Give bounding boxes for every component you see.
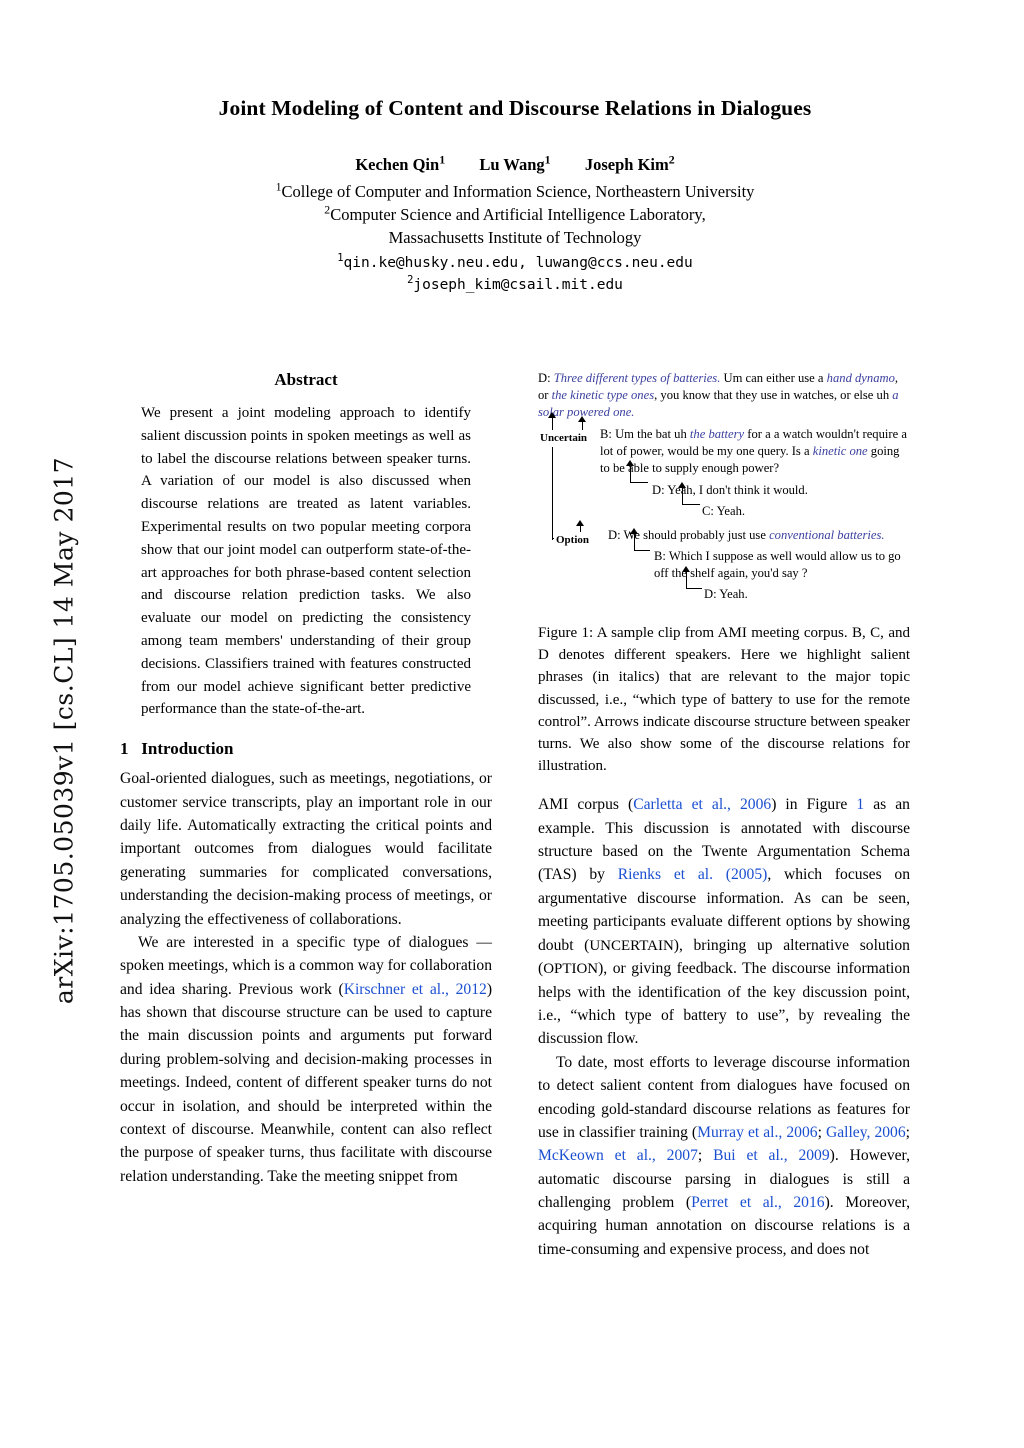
citation-link[interactable]: Galley, 2006 — [825, 1123, 906, 1141]
discourse-arrowhead-up-5 — [576, 520, 584, 526]
figure-turn-6: B: Which I suppose as well would allow us to go off the shelf again, you'd say ? — [654, 549, 901, 580]
figure-reference[interactable]: 1 — [856, 796, 865, 814]
citation-link[interactable]: Kirschner et al., 2012 — [343, 980, 487, 998]
affiliation-3: Massachusetts Institute of Technology — [388, 227, 642, 247]
citation-link[interactable]: Rienks et al. (2005) — [617, 866, 768, 884]
discourse-riser-2 — [630, 466, 631, 482]
paper-header — [120, 96, 910, 297]
figure-1-caption — [538, 622, 910, 777]
abstract-text: We present a joint modeling approach to identify salient discussion points in spoken meetings as well as to label the discourse relations between speaker turns. A variation of our model is also discussed when discourse relations are treated as latent variables. Experimental results on two popular meeting corpora show that our joint model can outperform state-of-the-art approaches for both phrase-based content selection and discourse relation prediction tasks. We also evaluate our model on predicting the consistency among team members' understanding of their group decisions. Classifiers trained with features constructed from our model achieve significant better predictive performance than the state-of-the-art. — [141, 405, 471, 718]
affiliation-1: $^1$College of Computer and Information Science, Northeastern University — [275, 179, 755, 201]
figure-turn-1: D: Three different types of batteries. Um can either use a hand dynamo, or the kinetic type ones, you know that they use in watches, or else uh a solar powered one. — [538, 371, 899, 419]
email-line-1: $^1$qin.ke@husky.neu.edu, luwang@ccs.neu.edu — [337, 252, 693, 272]
citation-link[interactable]: Bui et al., 2009 — [713, 1147, 830, 1165]
author-emails — [120, 253, 910, 297]
figure-turn-3: D: Yeah, I don't think it would. — [652, 483, 808, 497]
discourse-arrowhead-up-2 — [578, 416, 586, 422]
figure-turn-5: D: We should probably just use conventional batteries. — [608, 528, 885, 542]
affiliations — [120, 181, 910, 249]
left-column — [120, 370, 492, 1188]
figure-speaker-2: B: — [600, 427, 612, 441]
figure-turn-4: C: Yeah. — [702, 504, 746, 518]
figure-turn-7: D: Yeah. — [704, 587, 748, 601]
intro-paragraph-1: Goal-oriented dialogues, such as meetings, negotiations, or customer service transcripts, play an important role in our daily life. Automatically extracting the critical points and important outcomes from dialogues would facilitate generating summaries for complicated conversations, understanding the decision-making process of meetings, or analyzing the effectiveness of collaborations. — [120, 770, 492, 928]
figure-speaker-5: D: — [608, 528, 621, 542]
discourse-riser-5 — [634, 534, 635, 550]
discourse-riser-3 — [682, 488, 683, 504]
email-line-2: $^2$joseph_kim@csail.mit.edu — [407, 274, 623, 294]
discourse-riser-6 — [686, 572, 687, 588]
citation-link[interactable]: Perret et al., 2016 — [691, 1194, 825, 1212]
discourse-foot-5 — [634, 550, 650, 551]
figure-speaker-4: C: — [702, 504, 714, 518]
citation-link[interactable]: Murray et al., 2006 — [697, 1123, 818, 1141]
author-1: Kechen Qin$^1$ — [355, 152, 446, 174]
discourse-foot-6 — [686, 588, 702, 589]
discourse-arrowhead-up-4 — [678, 482, 686, 488]
relation-label-option: Option — [554, 532, 591, 549]
right-paragraph-1: AMI corpus (Carletta et al., 2006) in Figure 1 as an example. This discussion is annotated with discourse structure based on the Twente Argumentation Schema (TAS) by Rienks et al. (2005), which focuses on argumentative discourse information. As can be seen, meeting participants evaluate different options by showing doubt (UNCERTAIN), bringing up alternative solution (OPTION), or giving feedback. The discourse information helps with the identification of the key discussion point, i.e., “which type of battery to use”, by revealing the discussion flow. — [538, 796, 910, 1048]
author-list — [120, 152, 910, 175]
discourse-foot-2 — [630, 482, 648, 483]
author-2: Lu Wang$^1$ — [479, 152, 551, 174]
discourse-foot-3 — [682, 504, 700, 505]
intro-paragraph-2: We are interested in a specific type of dialogues — spoken meetings, which is a common way for collaboration and idea sharing. Previous work (Kirschner et al., 2012) has shown that discourse structure can be used to capture the main discussion points and arguments put forward during problem-solving and decision-making processes in meetings. Indeed, content of different speaker turns do not occur in isolation, and should be interpreted within the context of discourse. Meanwhile, content can also reflect the purpose of speaker turns, thus facilitate with discourse relation understanding. Take the meeting snippet from — [120, 933, 493, 1185]
citation-link[interactable]: Carletta et al., 2006 — [633, 796, 772, 814]
figure-caption-label: Figure 1: — [538, 625, 594, 641]
figure-turn-2: B: Um the bat uh the battery for a a watch wouldn't require a lot of power, would be my one query. Is a kinetic one going to be able to supply enough power? — [600, 427, 907, 475]
body-columns — [120, 370, 910, 1350]
affiliation-2: $^2$Computer Science and Artificial Intelligence Laboratory, — [324, 202, 706, 224]
figure-caption-text: A sample clip from AMI meeting corpus. B, C, and D denotes different speakers. Here we highlight salient phrases (in italics) that are relevant to the major topic discussed, i.e., “which type of battery to use for the remote control”. Arrows indicate discourse structure between speaker turns. We also show some of the discourse relations for illustration. — [538, 625, 910, 775]
figure-speaker-6: B: — [654, 549, 666, 563]
section-heading-introduction: 1 Introduction — [120, 739, 234, 759]
discourse-arrowhead-up-7 — [682, 566, 690, 572]
discourse-arrowhead-up — [548, 412, 556, 418]
figure-speaker-3: D: — [652, 483, 665, 497]
figure-speaker-7: D: — [704, 587, 717, 601]
right-column — [538, 370, 910, 1261]
citation-link[interactable]: McKeown et al., 2007 — [538, 1147, 698, 1165]
arxiv-stamp: arXiv:1705.05039v1 [cs.CL] 14 May 2017 — [49, 456, 79, 1005]
discourse-arrowhead-up-3 — [626, 460, 634, 466]
author-3: Joseph Kim$^2$ — [584, 152, 675, 174]
figure-speaker-1: D: — [538, 371, 551, 385]
figure-1-graphic — [538, 370, 910, 610]
relation-label-uncertain: Uncertain — [538, 430, 589, 447]
right-paragraph-2: To date, most efforts to leverage discourse information to detect salient content from dialogues have focused on encoding gold-standard discourse relations as features for use in classifier training (Murray et al., 2006; Galley, 2006; McKeown et al., 2007; Bui et al., 2009). However, automatic discourse parsing in dialogues is still a challenging problem (Perret et al., 2016). Moreover, acquiring human annotation on discourse relations is a time-consuming and expensive process, and does not — [538, 1053, 911, 1258]
abstract-heading: Abstract — [274, 370, 338, 389]
discourse-arrowhead-up-6 — [630, 528, 638, 534]
page-title: Joint Modeling of Content and Discourse Relations in Dialogues — [218, 96, 812, 120]
